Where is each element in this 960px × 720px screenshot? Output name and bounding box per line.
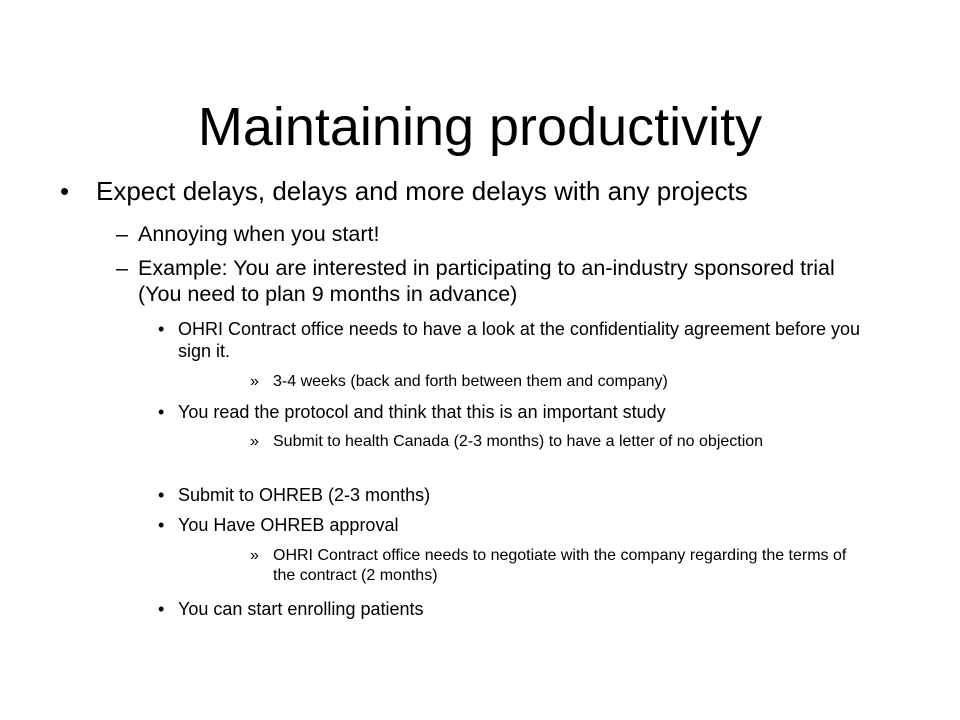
- bullet-l3: [0, 401, 960, 423]
- bullet-l3: [0, 484, 960, 506]
- bullet-l2: [0, 221, 960, 247]
- bullet-text: Annoying when you start!: [138, 222, 380, 246]
- bullet-marker: •: [158, 515, 165, 535]
- bullet-l1: [0, 176, 960, 206]
- bullet-marker: »: [250, 547, 259, 564]
- bullet-text: You Have OHREB approval: [178, 515, 399, 535]
- bullet-text: OHRI Contract office needs to have a look at the confidentiality agreement before you sign it.: [178, 319, 861, 361]
- slide-title: Maintaining productivity: [197, 97, 763, 158]
- bullet-text: OHRI Contract office needs to negotiate with the company regarding the terms of the contract (2 months): [273, 547, 847, 584]
- bullet-text: Example: You are interested in participating to an-industry sponsored trial (You need to plan 9 months in advance): [138, 256, 835, 306]
- bullet-l4: [0, 546, 960, 586]
- bullet-marker: •: [158, 402, 165, 422]
- bullet-text: You read the protocol and think that this is an important study: [178, 402, 666, 422]
- bullet-marker: •: [60, 176, 70, 206]
- bullet-l3: [0, 514, 960, 536]
- bullet-l4: [0, 372, 960, 392]
- bullet-marker: •: [158, 485, 165, 505]
- bullet-text: Submit to health Canada (2-3 months) to have a letter of no objection: [273, 433, 764, 450]
- bullet-text: 3-4 weeks (back and forth between them and company): [273, 373, 668, 390]
- bullet-marker: •: [158, 319, 165, 339]
- bullet-marker: »: [250, 433, 259, 450]
- bullet-l4: [0, 432, 960, 472]
- bullet-marker: »: [250, 373, 259, 390]
- bullet-marker: –: [116, 222, 128, 246]
- bullet-marker: •: [158, 599, 165, 619]
- bullet-text: Expect delays, delays and more delays with any projects: [96, 176, 748, 206]
- bullet-l3: [0, 318, 960, 362]
- bullet-l2: [0, 255, 960, 307]
- bullet-text: You can start enrolling patients: [178, 599, 424, 619]
- bullet-marker: –: [116, 256, 128, 280]
- bullet-l3: [0, 598, 960, 620]
- bullet-text: Submit to OHREB (2-3 months): [178, 485, 431, 505]
